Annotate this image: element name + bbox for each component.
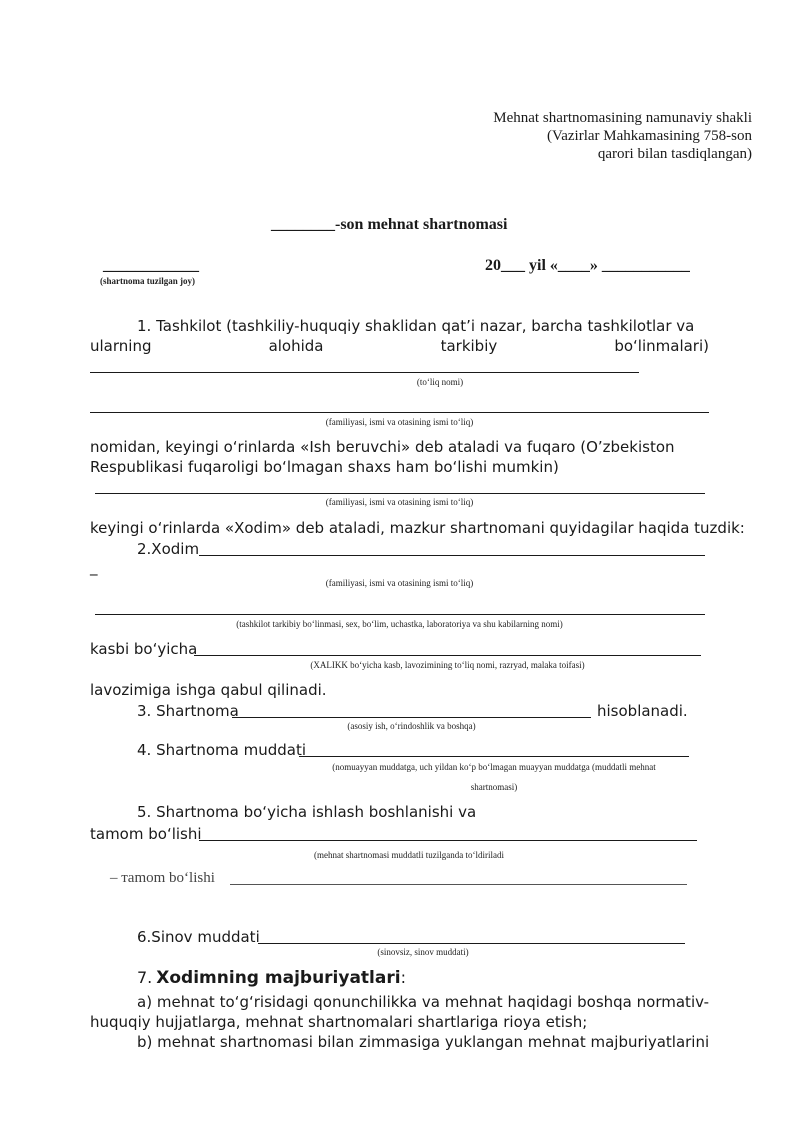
section4-caption-1: (nomuayyan muddatga, uch yildan ko‘p bo‘lmagan muayyan muddatga (muddatli mehnat <box>332 762 656 772</box>
section2-label: 2.Xodim <box>137 540 200 558</box>
employer-rep-field[interactable] <box>90 412 709 413</box>
section7-item-a-line1: a) mehnat to‘g‘risidagi qonunchilikka va mehnat haqidagi boshqa normativ- <box>137 993 709 1011</box>
section6-label: 6.Sinov muddati <box>137 928 260 946</box>
place-blank: ____________ <box>103 257 199 274</box>
unit-caption: (tashkilot tarkibiy bo‘linmasi, sex, bo‘lim, uchastka, laboratoriya va shu kabilarning nomi) <box>236 619 563 629</box>
section3-suffix: hisoblanadi. <box>597 702 688 720</box>
org-name-caption: (to‘liq nomi) <box>416 377 464 387</box>
section7-item-b-line1: b) mehnat shartnomasi bilan zimmasiga yuklangan mehnat majburiyatlarini <box>137 1033 710 1051</box>
date-line: 20___ yil «____» ___________ <box>485 257 690 274</box>
section7-item-a-line2: huquqiy hujjatlarga, mehnat shartnomalari shartlariga rioya etish; <box>90 1013 588 1031</box>
document-title: ________-son mehnat shartnomasi <box>271 216 508 233</box>
org-name-field[interactable] <box>90 372 639 373</box>
kasbi-label: kasbi bo‘yicha <box>90 640 198 658</box>
work-end-field[interactable] <box>230 884 687 885</box>
probation-field[interactable] <box>258 943 685 944</box>
section5-line2: tamom bo‘lishi <box>90 825 202 843</box>
employee-field[interactable] <box>199 555 705 556</box>
section1-word-3: tarkibiy <box>440 337 498 355</box>
employee-name-caption: (familiyasi, ismi va otasining ismi to‘liq) <box>325 497 474 507</box>
hired-text: lavozimiga ishga qabul qilinadi. <box>90 681 327 699</box>
section3-caption: (asosiy ish, o‘rindoshlik va boshqa) <box>347 721 476 731</box>
section1-para2: keyingi o‘rinlarda «Xodim» deb ataladi, mazkur shartnomani quyidagilar haqida tuzdik: <box>90 519 745 537</box>
section4-caption-2: shartnomasi) <box>470 782 518 792</box>
profession-field[interactable] <box>194 655 701 656</box>
contract-type-field[interactable] <box>232 717 591 718</box>
section1-word-1: ularning <box>90 337 152 355</box>
section1-word-2: alohida <box>268 337 324 355</box>
section7-colon: : <box>400 968 406 987</box>
section7-heading <box>137 968 406 988</box>
section1-line2 <box>90 337 709 355</box>
section3-label: 3. Shartnoma <box>137 702 239 720</box>
section1-para1-line2: Respublikasi fuqaroligi bo‘lmagan shaxs ham bo‘lishi mumkin) <box>90 458 559 476</box>
section1-line1: 1. Tashkilot (tashkiliy-huquqiy shaklidan qat’i nazar, barcha tashkilotlar va <box>137 317 695 335</box>
section7-number: 7. <box>137 968 153 987</box>
header-line-3: qarori bilan tasdiqlangan) <box>597 146 752 162</box>
unit-field[interactable] <box>95 614 705 615</box>
section1-para1-line1: nomidan, keyingi o‘rinlarda «Ish beruvchi» deb ataladi va fuqaro (O’zbekiston <box>90 438 675 456</box>
section5-line1: 5. Shartnoma bo‘yicha ishlash boshlanishi va <box>137 803 477 821</box>
profession-caption: (XALIKK bo‘yicha kasb, lavozimining to‘liq nomi, razryad, malaka toifasi) <box>310 660 585 670</box>
header-line-2: (Vazirlar Mahkamasining 758-son <box>547 128 752 144</box>
section5-end-label: – тamom bo‘lishi <box>110 870 215 886</box>
section7-title: Xodimning majburiyatlari <box>156 968 401 988</box>
contract-term-field[interactable] <box>299 756 689 757</box>
section1-word-4: bo‘linmalari) <box>614 337 709 355</box>
header-line-1: Mehnat shartnomasining namunaviy shakli <box>493 110 752 126</box>
section4-label: 4. Shartnoma muddati <box>137 741 307 759</box>
employer-rep-caption: (familiyasi, ismi va otasining ismi to‘liq) <box>325 417 474 427</box>
place-caption: (shartnoma tuzilgan joy) <box>100 276 195 286</box>
section5-caption: (mehnat shartnomasi muddatli tuzilganda to‘ldiriladi <box>314 850 504 860</box>
section2-dash: _ <box>90 558 98 576</box>
section2-fio-caption: (familiyasi, ismi va otasining ismi to‘liq) <box>325 578 474 588</box>
section6-caption: (sinovsiz, sinov muddati) <box>377 947 469 957</box>
employee-name-field[interactable] <box>95 493 705 494</box>
work-start-field[interactable] <box>199 840 697 841</box>
